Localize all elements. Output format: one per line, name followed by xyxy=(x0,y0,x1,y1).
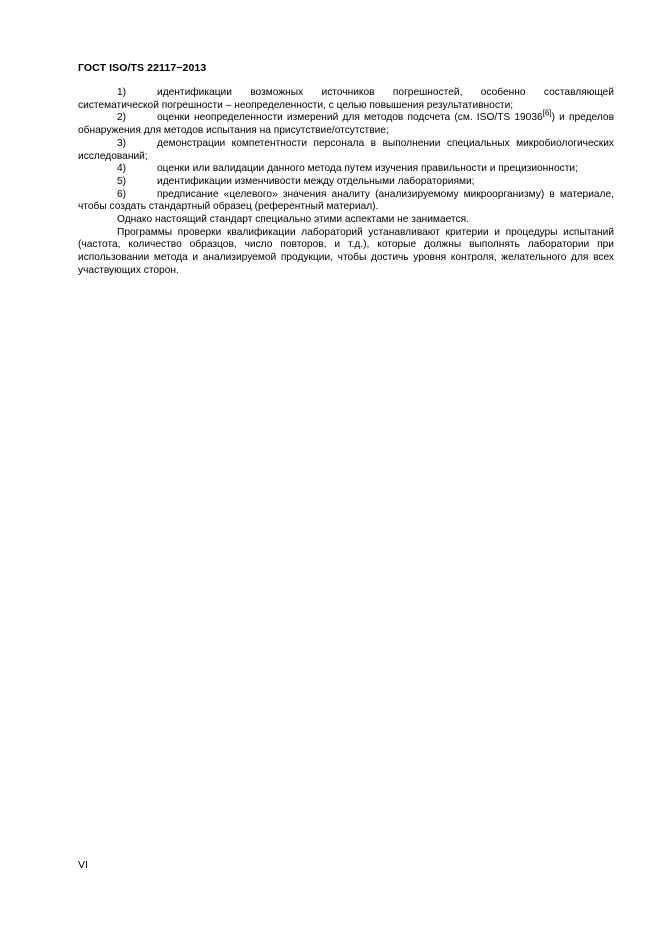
list-item-text: оценки неопределенности измерений для методов подсчета (см. ISO/TS 19036 xyxy=(157,112,543,124)
list-item-number: 3) xyxy=(117,137,127,149)
list-item-number: 4) xyxy=(117,163,127,175)
list-item-number: 6) xyxy=(117,188,127,200)
document-header: ГОСТ ISO/TS 22117−2013 xyxy=(78,62,207,74)
list-item-number: 2) xyxy=(117,112,127,124)
list-item-text-continued: ) и пределов обнаружения для методов испытания на присутствие/отсутствие; xyxy=(78,112,614,137)
reference-marker: [6] xyxy=(542,109,552,119)
page-number: VI xyxy=(78,859,88,871)
list-item-text: идентификации возможных источников погрешностей, особенно составляющей систематической погрешности – неопределенности, с целью повышения результативности; xyxy=(78,87,614,111)
list-item-text: демонстрации компетентности персонала в выполнении специальных микробиологических исследований; xyxy=(78,137,614,162)
paragraph: Однако настоящий стандарт специально этими аспектами не занимается. xyxy=(117,214,469,226)
list-item-number: 1) xyxy=(117,87,127,98)
list-item xyxy=(78,176,614,189)
list-item-text: оценки или валидации данного метода путем изучения правильности и прецизионности; xyxy=(157,163,578,175)
list-item xyxy=(78,163,614,176)
list-item-text: идентификации изменчивости между отдельными лабораториями; xyxy=(157,175,475,187)
list-item-text: предписание «целевого» значения аналиту (анализируемому микроорганизму) в материале, чтобы создать стандартный образец (референтный материал). xyxy=(78,188,614,213)
list-item xyxy=(78,87,614,112)
list-item xyxy=(78,138,614,163)
list-item xyxy=(78,189,614,214)
list-item xyxy=(78,109,614,137)
paragraph: Программы проверки квалификации лабораторий устанавливают критерии и процедуры испытаний (частота, количество образцов, число повторов, и т.д.), которые должны выполнять лаборатории при использовании метода и анализируемой продукции, чтобы достичь уровня контроля, желательного для всех участвующих сторон. xyxy=(78,226,614,276)
document-body xyxy=(78,87,614,278)
list-item-number: 5) xyxy=(117,175,127,187)
